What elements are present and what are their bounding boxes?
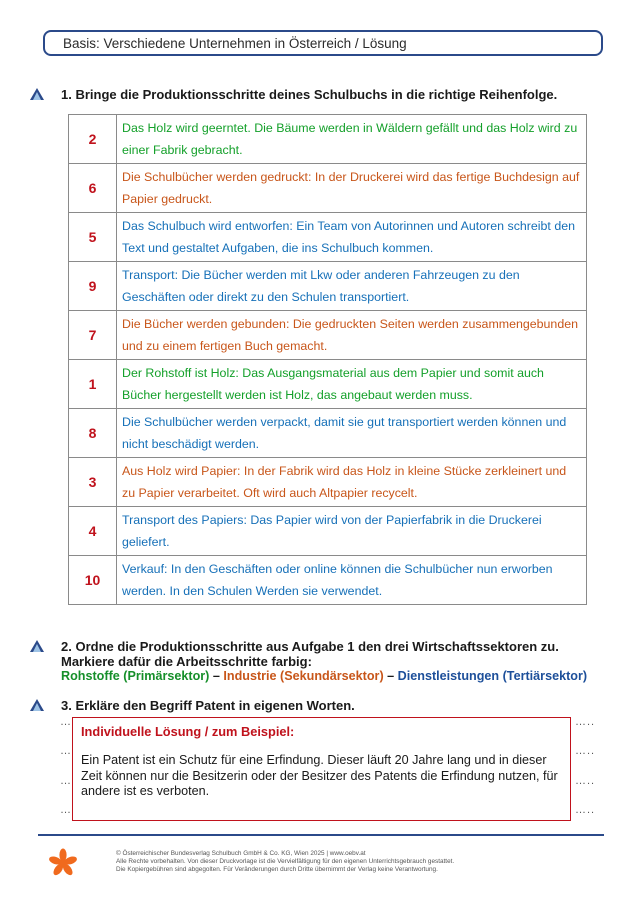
solution-text: Ein Patent ist ein Schutz für eine Erfindung. Dieser läuft 20 Jahre lang und in dieser Zeit können nur die Besitzerin oder der Besitzer des Patents die Erfindung nutzen, für andere ist es verboten. [81, 753, 558, 798]
table-row [69, 360, 587, 409]
footer-line: Alle Rechte vorbehalten. Von dieser Druckvorlage ist die Vervielfältigung für den eigenen Unterrichtsgebrauch gestattet. [116, 858, 455, 865]
table-row [69, 213, 587, 262]
step-number: 1 [69, 360, 117, 409]
step-description: Aus Holz wird Papier: In der Fabrik wird das Holz in kleine Stücke zerkleinert und zu Papier verarbeitet. Oft wird auch Altpapier recycelt. [117, 458, 587, 507]
answer-line-dots: ….. [575, 745, 596, 757]
sector-legend [61, 669, 587, 683]
answer-line-dots: ….. [575, 716, 596, 728]
sector-separator: – [383, 669, 398, 683]
sector-primary-label: Rohstoffe (Primärsektor) [61, 669, 210, 683]
footer-copyright [116, 850, 454, 874]
answer-line-dots: … [60, 804, 72, 816]
task2-subtitle: Markiere dafür die Arbeitsschritte farbig: [61, 654, 312, 669]
mountain-triangle-icon [30, 88, 44, 100]
step-number: 2 [69, 115, 117, 164]
sector-industry-label: Industrie (Sekundärsektor) [223, 669, 384, 683]
answer-line-dots: … [60, 716, 72, 728]
oebv-asterisk-logo [48, 848, 78, 878]
step-description: Die Bücher werden gebunden: Die gedruckten Seiten werden zusammengebunden und zu einem fertigen Buch gemacht. [117, 311, 587, 360]
table-row [69, 507, 587, 556]
answer-line-dots: … [60, 745, 72, 757]
table-row [69, 556, 587, 605]
task2-title: 2. Ordne die Produktionsschritte aus Aufgabe 1 den drei Wirtschaftssektoren zu. [61, 639, 559, 654]
steps-table [68, 114, 587, 605]
sector-services-label: Dienstleistungen (Tertiärsektor) [397, 669, 588, 683]
answer-line-dots: ….. [575, 775, 596, 787]
step-description: Transport des Papiers: Das Papier wird von der Papierfabrik in die Druckerei geliefert. [117, 507, 587, 556]
table-row [69, 311, 587, 360]
step-description: Das Holz wird geerntet. Die Bäume werden in Wäldern gefällt und das Holz wird zu einer Fabrik gebracht. [117, 115, 587, 164]
task1-title: 1. Bringe die Produktionsschritte deines Schulbuchs in die richtige Reihenfolge. [61, 87, 558, 102]
table-row [69, 409, 587, 458]
answer-line-dots: ….. [575, 804, 596, 816]
table-row [69, 262, 587, 311]
step-description: Transport: Die Bücher werden mit Lkw oder anderen Fahrzeugen zu den Geschäften oder direkt zu den Schulen transportiert. [117, 262, 587, 311]
step-description: Die Schulbücher werden gedruckt: In der Druckerei wird das fertige Buchdesign auf Papier gedruckt. [117, 164, 587, 213]
solution-heading: Individuelle Lösung / zum Beispiel: [81, 724, 295, 739]
task3-title: 3. Erkläre den Begriff Patent in eigenen Worten. [61, 698, 355, 713]
answer-line-dots: … [60, 775, 72, 787]
page-title: Basis: Verschiedene Unternehmen in Österreich / Lösung [63, 36, 407, 51]
step-description: Die Schulbücher werden verpackt, damit sie gut transportiert werden können und nicht beschädigt werden. [117, 409, 587, 458]
footer-line: © Österreichischer Bundesverlag Schulbuch GmbH & Co. KG, Wien 2025 | www.oebv.at [116, 850, 366, 857]
step-description: Der Rohstoff ist Holz: Das Ausgangsmaterial aus dem Papier und somit auch Bücher hergestellt werden ist Holz, das angebaut werden muss. [117, 360, 587, 409]
mountain-triangle-icon [30, 699, 44, 711]
step-number: 5 [69, 213, 117, 262]
step-number: 9 [69, 262, 117, 311]
step-description: Verkauf: In den Geschäften oder online können die Schulbücher nun erworben werden. In den Schulen Werden sie verwendet. [117, 556, 587, 605]
header-box [43, 30, 603, 56]
step-number: 8 [69, 409, 117, 458]
footer-divider [38, 834, 604, 836]
footer-line: Die Kopiergebühren sind abgegolten. Für Veränderungen durch Dritte übernimmt der Verlag keine Verantwortung. [116, 866, 438, 873]
table-row [69, 164, 587, 213]
step-number: 3 [69, 458, 117, 507]
mountain-triangle-icon [30, 640, 44, 652]
step-number: 6 [69, 164, 117, 213]
table-row [69, 458, 587, 507]
table-row [69, 115, 587, 164]
step-number: 4 [69, 507, 117, 556]
solution-box [72, 717, 571, 821]
step-number: 7 [69, 311, 117, 360]
sector-separator: – [209, 669, 224, 683]
step-description: Das Schulbuch wird entworfen: Ein Team von Autorinnen und Autoren schreibt den Text und gestaltet Aufgaben, die ins Schulbuch kommen. [117, 213, 587, 262]
step-number: 10 [69, 556, 117, 605]
